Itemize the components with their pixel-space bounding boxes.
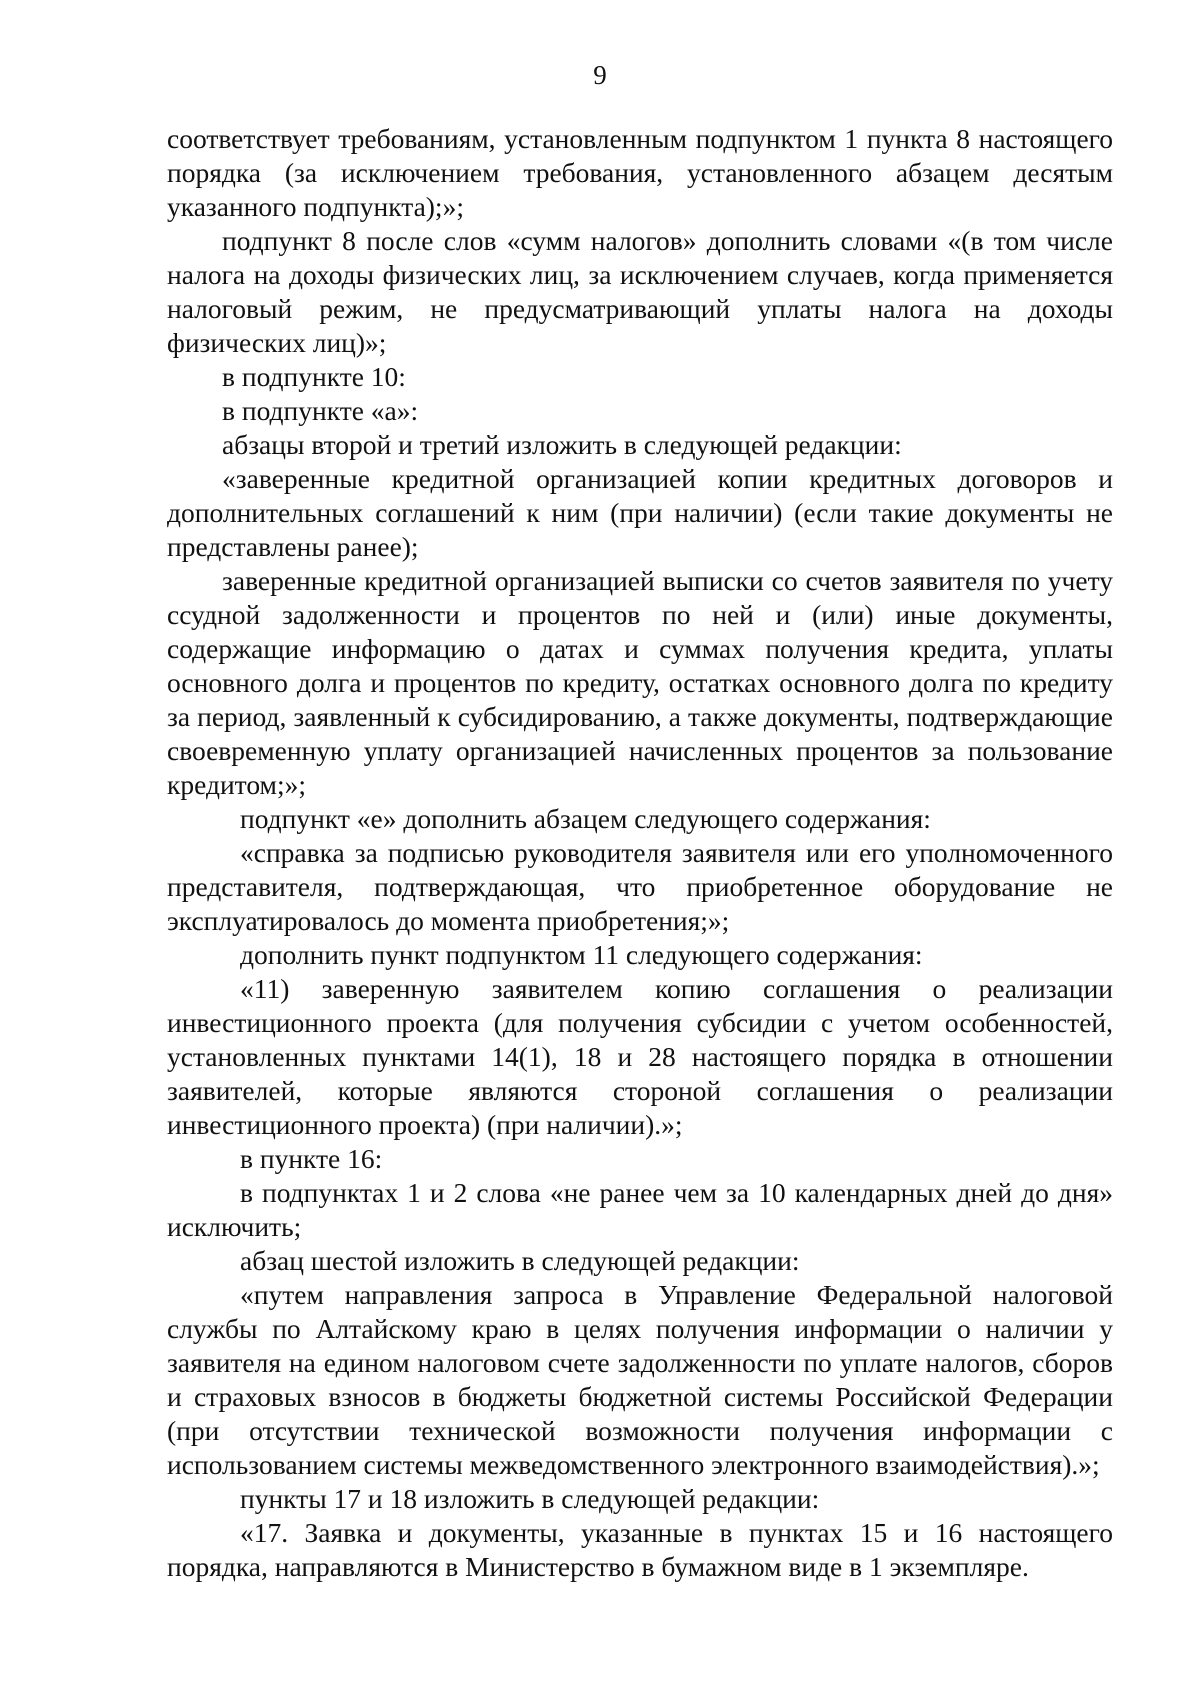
- paragraph-3: в подпункте 10:: [222, 361, 406, 392]
- paragraph-12: в пункте 16:: [240, 1143, 383, 1174]
- paragraph-2: подпункт 8 после слов «сумм налогов» дополнить словами «(в том числе налога на доходы физических лиц, за исключением случаев, когда применяется налоговый режим, не предусматривающий уплаты налога на доходы физических лиц)»;: [167, 225, 1113, 358]
- paragraph-13: в подпунктах 1 и 2 слова «не ранее чем за 10 календарных дней до дня» исключить;: [167, 1177, 1113, 1242]
- paragraph-16: пункты 17 и 18 изложить в следующей редакции:: [240, 1483, 820, 1514]
- paragraph-1: соответствует требованиям, установленным подпунктом 1 пункта 8 настоящего порядка (за исключением требования, установленного абзацем десятым указанного подпункта);»;: [167, 123, 1113, 222]
- paragraph-4: в подпункте «а»:: [222, 395, 419, 426]
- paragraph-17: «17. Заявка и документы, указанные в пунктах 15 и 16 настоящего порядка, направляются в Министерство в бумажном виде в 1 экземпляре.: [167, 1517, 1113, 1582]
- paragraph-9: «справка за подписью руководителя заявителя или его уполномоченного представителя, подтверждающая, что приобретенное оборудование не эксплуатировалось до момента приобретения;»;: [167, 837, 1113, 936]
- paragraph-10: дополнить пункт подпунктом 11 следующего содержания:: [240, 939, 923, 970]
- paragraph-7: заверенные кредитной организацией выписки со счетов заявителя по учету ссудной задолженности и процентов по ней и (или) иные документы, содержащие информацию о датах и суммах получения кредита, уплаты основного долга и процентов по кредиту, остатках основного долга по кредиту за период, заявленный к субсидированию, а также документы, подтверждающие своевременную уплату организацией начисленных процентов за пользование кредитом;»;: [167, 565, 1113, 800]
- paragraph-5: абзацы второй и третий изложить в следующей редакции:: [222, 429, 902, 460]
- page-number: 9: [593, 60, 607, 90]
- paragraph-14: абзац шестой изложить в следующей редакции:: [240, 1245, 800, 1276]
- paragraph-11: «11) заверенную заявителем копию соглашения о реализации инвестиционного проекта (для получения субсидии с учетом особенностей, установленных пунктами 14(1), 18 и 28 настоящего порядка в отношении заявителей, которые являются стороной соглашения о реализации инвестиционного проекта) (при наличии).»;: [167, 973, 1113, 1140]
- document-body: [167, 122, 1113, 1584]
- paragraph-8: подпункт «е» дополнить абзацем следующего содержания:: [240, 803, 931, 834]
- paragraph-15: «путем направления запроса в Управление Федеральной налоговой службы по Алтайскому краю в целях получения информации о наличии у заявителя на едином налоговом счете задолженности по уплате налогов, сборов и страховых взносов в бюджеты бюджетной системы Российской Федерации (при отсутствии технической возможности получения информации с использованием системы межведомственного электронного взаимодействия).»;: [167, 1279, 1113, 1480]
- paragraph-6: «заверенные кредитной организацией копии кредитных договоров и дополнительных соглашений к ним (при наличии) (если такие документы не представлены ранее);: [167, 463, 1113, 562]
